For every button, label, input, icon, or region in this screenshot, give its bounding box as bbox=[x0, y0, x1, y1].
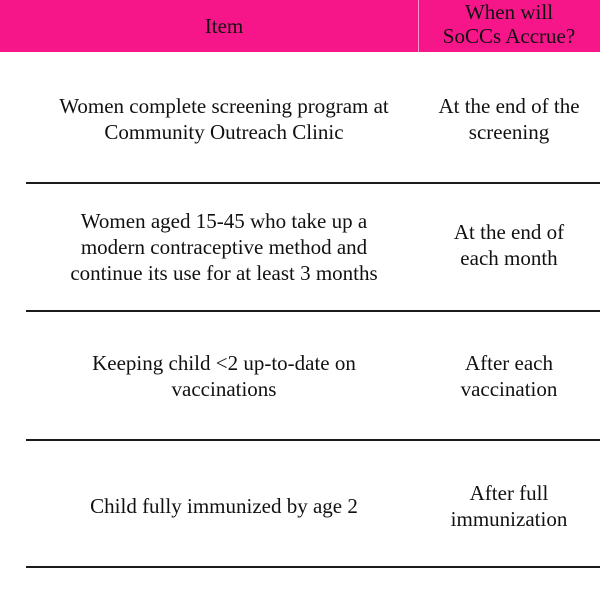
header-when bbox=[418, 0, 600, 52]
row-2-item-line-1: Women aged 15-45 who take up a bbox=[80, 209, 368, 233]
row-divider-4 bbox=[26, 566, 600, 568]
table-row-2-item bbox=[30, 184, 418, 310]
header-item-label: Item bbox=[204, 14, 244, 38]
row-2-item-line-3: continue its use for at least 3 months bbox=[70, 261, 378, 285]
table-row-2-when bbox=[418, 182, 600, 308]
row-3-item-line-1: Keeping child <2 up-to-date on bbox=[92, 350, 356, 375]
table-row-3-item bbox=[30, 312, 418, 439]
row-2-when-line-1: At the end of bbox=[453, 220, 565, 244]
header-item bbox=[30, 0, 418, 52]
table-row-4-item bbox=[30, 441, 418, 571]
table-row-1-item bbox=[30, 60, 418, 178]
table-row-1-when bbox=[418, 60, 600, 178]
row-3-item-line-2: vaccinations bbox=[171, 376, 277, 401]
row-4-when-line-1: After full bbox=[469, 481, 549, 505]
row-3-when-line-2: vaccination bbox=[460, 376, 558, 401]
table-row-3-when bbox=[418, 312, 600, 439]
row-4-item-line-1: Child fully immunized by age 2 bbox=[90, 494, 358, 518]
row-2-when-line-2: each month bbox=[460, 246, 558, 270]
row-2-item-line-2: modern contraceptive method and bbox=[80, 235, 368, 259]
table-row-4-when bbox=[418, 441, 600, 571]
row-1-item-line-2: Community Outreach Clinic bbox=[104, 120, 344, 144]
row-1-when-line-2: screening bbox=[468, 120, 550, 144]
row-3-when-line-1: After each bbox=[464, 350, 553, 375]
row-4-when-line-2: immunization bbox=[450, 507, 568, 531]
header-when-label-line2: SoCCs Accrue? bbox=[442, 24, 576, 48]
header-when-label-line1: When will bbox=[464, 0, 554, 24]
row-1-item-line-1: Women complete screening program at bbox=[59, 94, 389, 118]
row-1-when-line-1: At the end of the bbox=[438, 94, 580, 118]
table-header bbox=[0, 0, 600, 52]
